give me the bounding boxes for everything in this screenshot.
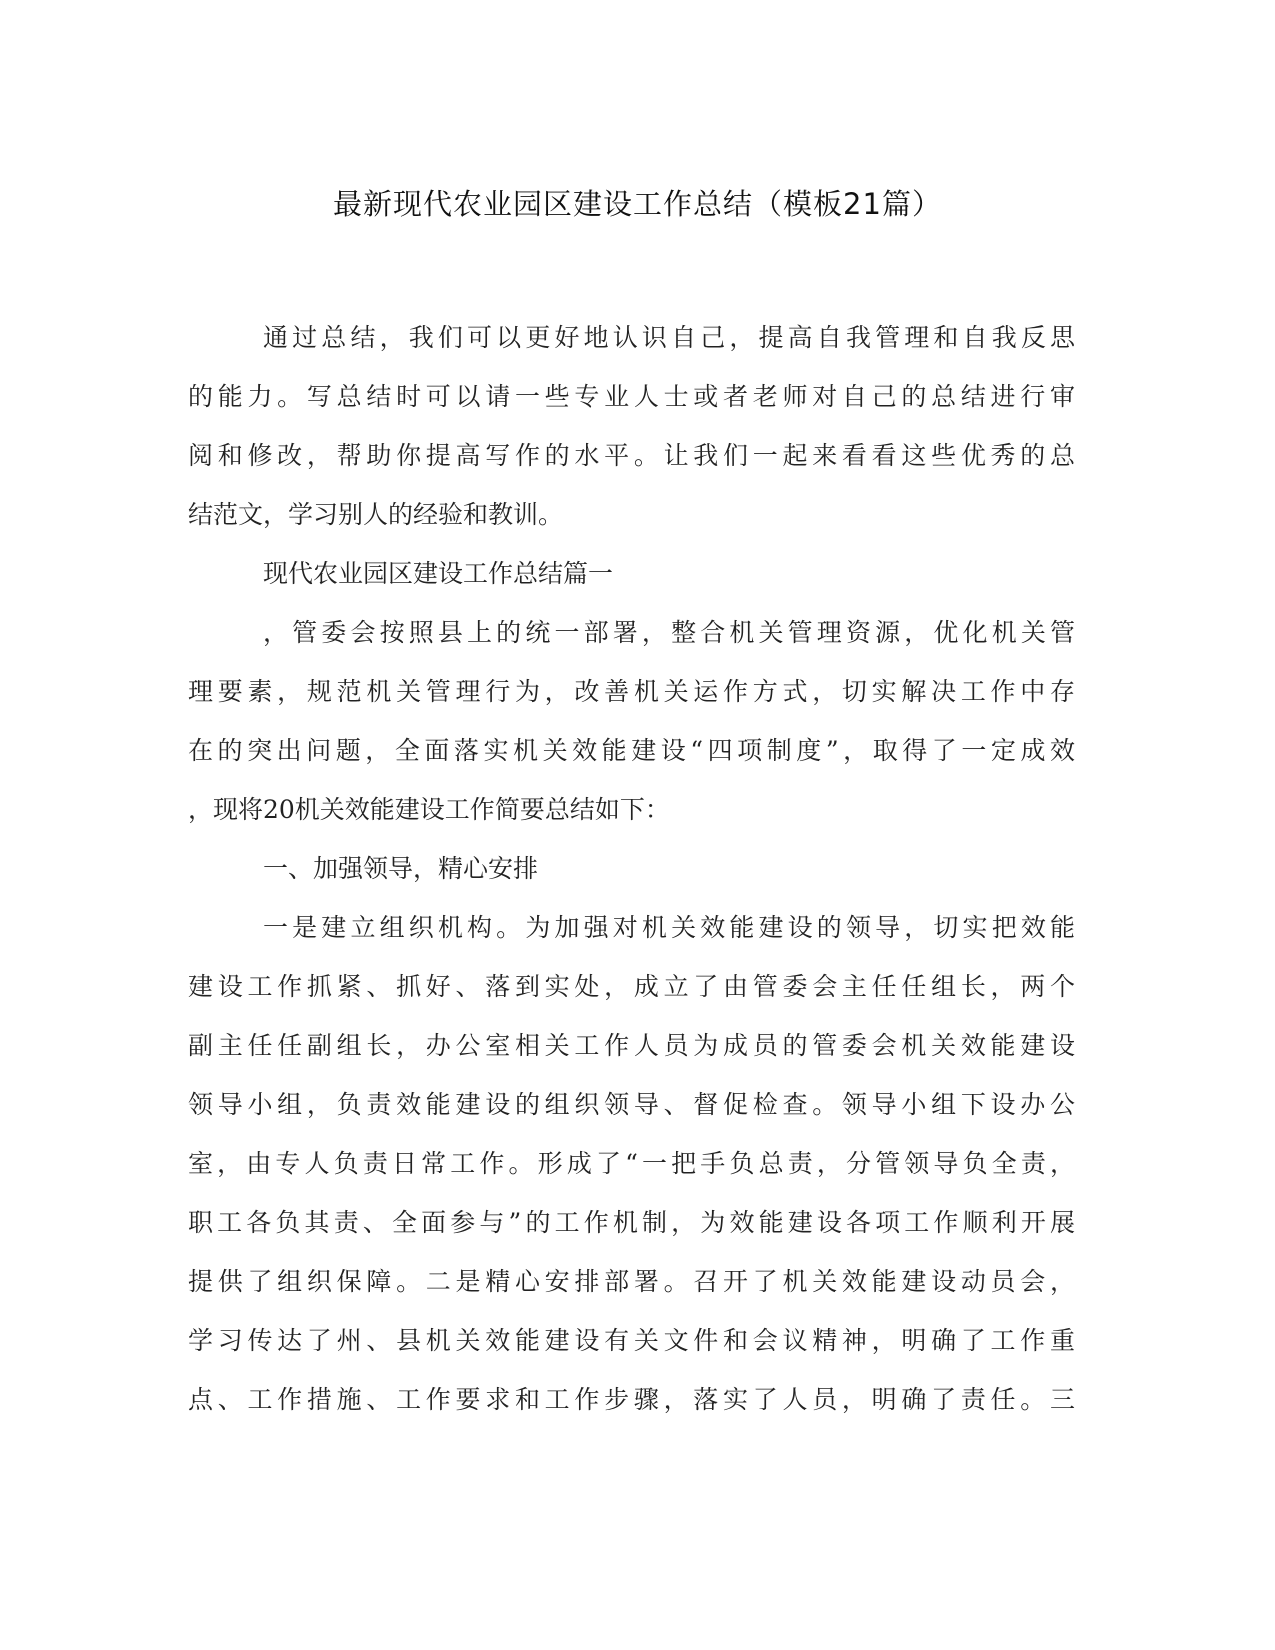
section-heading: 一、加强领导，精心安排: [263, 854, 539, 883]
paragraph-line: ，管委会按照县上的统一部署，整合机关管理资源，优化机关管: [263, 618, 1075, 647]
paragraph-line: 通过总结，我们可以更好地认识自己，提高自我管理和自我反思: [263, 323, 1075, 352]
paragraph-line: 理要素，规范机关管理行为，改善机关运作方式，切实解决工作中存: [188, 677, 1075, 706]
paragraph-line: 结范文，学习别人的经验和教训。: [188, 500, 564, 529]
paragraph-line: 的能力。写总结时可以请一些专业人士或者老师对自己的总结进行审: [188, 382, 1075, 411]
section-heading: 现代农业园区建设工作总结篇一: [263, 559, 614, 588]
paragraph-line: 职工各负其责、全面参与”的工作机制，为效能建设各项工作顺利开展: [188, 1208, 1075, 1237]
document-title: 最新现代农业园区建设工作总结（模板21篇）: [333, 187, 942, 221]
paragraph-line: 阅和修改，帮助你提高写作的水平。让我们一起来看看这些优秀的总: [188, 441, 1075, 470]
paragraph-line: 副主任任副组长，办公室相关工作人员为成员的管委会机关效能建设: [188, 1031, 1075, 1060]
paragraph-line: 提供了组织保障。二是精心安排部署。召开了机关效能建设动员会，: [188, 1267, 1075, 1296]
paragraph-line: 在的突出问题，全面落实机关效能建设“四项制度”，取得了一定成效: [188, 736, 1075, 765]
paragraph-line: 点、工作措施、工作要求和工作步骤，落实了人员，明确了责任。三: [188, 1385, 1075, 1414]
paragraph-line: 室，由专人负责日常工作。形成了“一把手负总责，分管领导负全责，: [188, 1149, 1075, 1178]
paragraph-line: 领导小组，负责效能建设的组织领导、督促检查。领导小组下设办公: [188, 1090, 1075, 1119]
paragraph-line: 学习传达了州、县机关效能建设有关文件和会议精神，明确了工作重: [188, 1326, 1075, 1355]
paragraph-line: 建设工作抓紧、抓好、落到实处，成立了由管委会主任任组长，两个: [188, 972, 1075, 1001]
paragraph-line: ，现将20机关效能建设工作简要总结如下：: [188, 795, 670, 824]
paragraph-line: 一是建立组织机构。为加强对机关效能建设的领导，切实把效能: [263, 913, 1075, 942]
